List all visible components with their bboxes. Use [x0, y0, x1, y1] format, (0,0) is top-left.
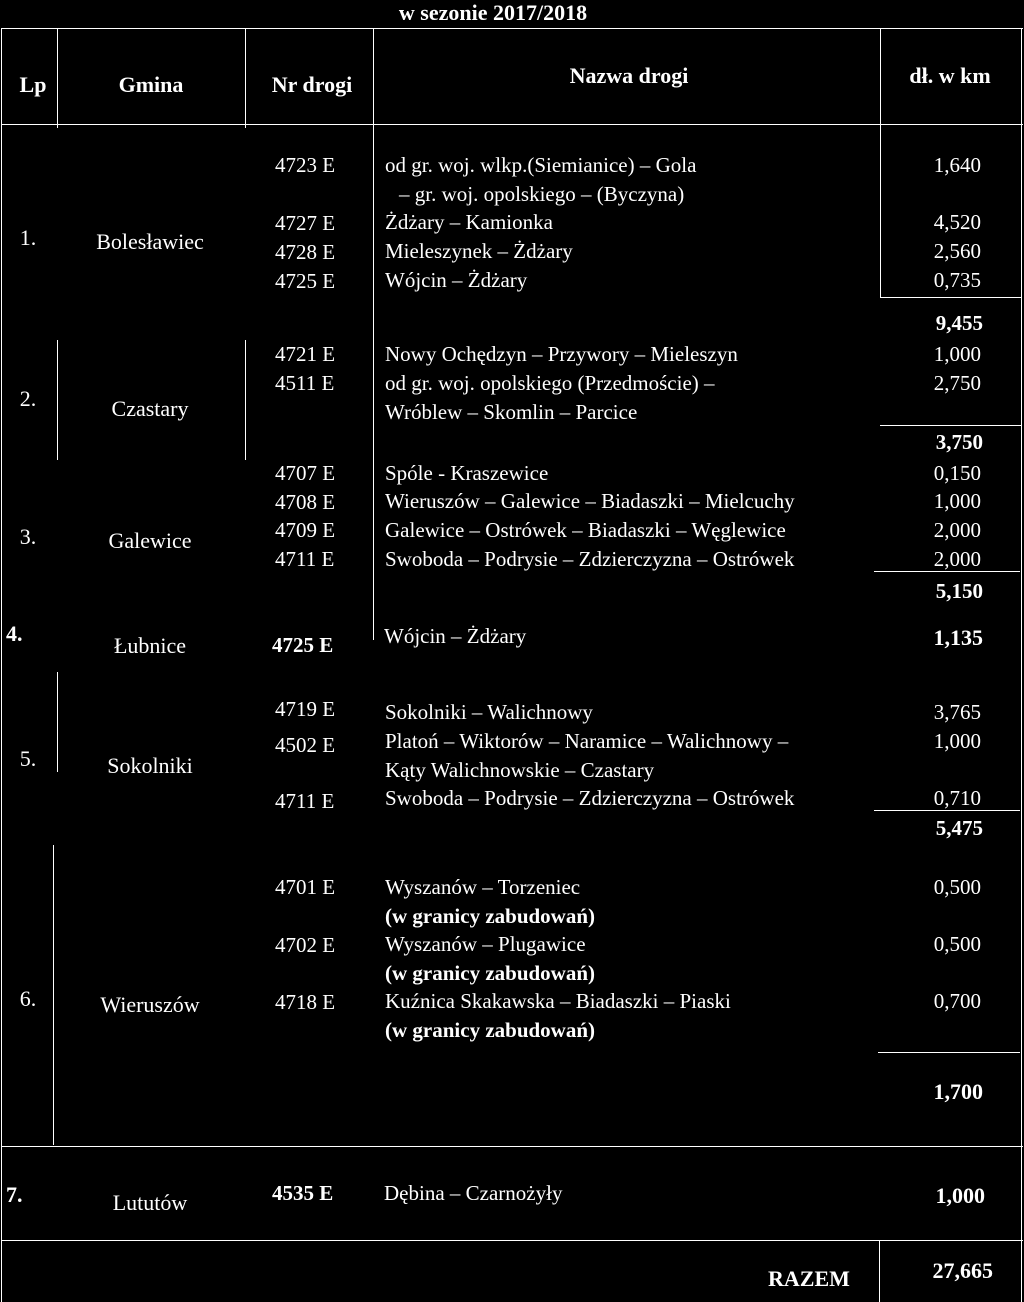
road-length: 0,500 [933, 932, 981, 956]
road-length: 2,560 [933, 239, 981, 263]
road-length: 1,000 [933, 729, 981, 753]
road-name: Wieruszów – Galewice – Biadaszki – Mielcuchy [385, 489, 795, 513]
rule-col [57, 28, 58, 128]
group-gmina: Galewice [108, 528, 192, 553]
road-name: Wyszanów – Plugawice [385, 932, 586, 956]
road-name: Wójcin – Żdżary [385, 268, 528, 292]
group-gmina: Łubnice [113, 633, 187, 658]
group-subtotal: 1,700 [933, 1079, 983, 1104]
road-name-cont: Wróblew – Skomlin – Parcice [385, 400, 638, 424]
road-number: 4727 E [275, 211, 336, 235]
header-nazwa-drogi: Nazwa drogi [569, 63, 689, 88]
rule-before-last [1, 1146, 1023, 1147]
header-dl-km: dł. w km [909, 63, 991, 88]
rule-left [1, 28, 2, 1302]
road-length: 2,000 [933, 547, 981, 571]
road-length: 0,710 [933, 786, 981, 810]
group-lp: 6. [19, 986, 37, 1011]
group-gmina: Bolesławiec [96, 229, 204, 254]
road-number: 4502 E [275, 733, 336, 757]
rule-col [880, 28, 881, 298]
group-gmina: Sokolniki [107, 753, 193, 778]
rule-top [1, 28, 1023, 29]
road-name: od gr. woj. wlkp.(Siemianice) – Gola [385, 153, 697, 177]
road-name: Dębina – Czarnożyły [384, 1181, 563, 1205]
rule-col [879, 1241, 880, 1302]
road-length: 0,500 [933, 875, 981, 899]
road-number: 4725 E [272, 633, 334, 657]
header-gmina: Gmina [118, 72, 184, 97]
road-number: 4718 E [275, 990, 336, 1014]
road-name-cont: Kąty Walichnowskie – Czastary [385, 758, 655, 782]
road-number: 4708 E [275, 490, 336, 514]
road-number: 4709 E [275, 518, 336, 542]
road-number: 4711 E [275, 547, 335, 571]
group-subtotal: 9,455 [935, 311, 983, 335]
road-name-note: (w granicy zabudowań) [385, 1018, 596, 1042]
road-number: 4719 E [275, 697, 336, 721]
group-subtotal: 3,750 [935, 430, 983, 454]
road-name-note: (w granicy zabudowań) [385, 961, 596, 985]
group-subtotal: 5,475 [935, 816, 983, 840]
total-value: 27,665 [932, 1258, 993, 1283]
total-label: RAZEM [768, 1266, 850, 1291]
road-name: Sokolniki – Walichnowy [385, 700, 593, 724]
group-lp: 4. [6, 621, 23, 646]
rule-col [53, 845, 54, 1145]
road-name: Żdżary – Kamionka [385, 210, 553, 234]
rule-right [1021, 28, 1022, 1302]
header-nr-drogi: Nr drogi [271, 72, 353, 97]
table-title: w sezonie 2017/2018 [398, 0, 588, 25]
road-number: 4728 E [275, 240, 336, 264]
road-length: 2,000 [933, 518, 981, 542]
road-length: 0,150 [933, 461, 981, 485]
road-length: 0,700 [933, 989, 981, 1013]
road-length: 3,765 [933, 700, 981, 724]
rule-col [373, 28, 374, 640]
group-lp: 5. [19, 746, 37, 771]
road-name: Wójcin – Żdżary [384, 624, 527, 648]
road-name: od gr. woj. opolskiego (Przedmoście) – [385, 371, 715, 395]
road-name-note: (w granicy zabudowań) [385, 904, 596, 928]
header-lp: Lp [19, 72, 47, 97]
road-name: Nowy Ochędzyn – Przywory – Mieleszyn [385, 342, 738, 366]
road-number: 4707 E [275, 461, 336, 485]
road-length: 1,640 [933, 153, 981, 177]
road-number: 4702 E [275, 933, 336, 957]
road-name: Platoń – Wiktorów – Naramice – Walichnowy – [385, 729, 789, 753]
group-lp: 1. [19, 225, 37, 250]
road-length: 4,520 [933, 210, 981, 234]
road-number: 4535 E [272, 1181, 334, 1205]
group-gmina: Czastary [111, 396, 189, 421]
rule-header-bottom [1, 124, 1023, 125]
group-subtotal: 5,150 [935, 579, 983, 603]
group-lp: 3. [19, 524, 37, 549]
group-gmina: Lututów [112, 1190, 188, 1215]
road-length: 1,000 [933, 342, 981, 366]
road-name: Galewice – Ostrówek – Biadaszki – Węglewice [385, 518, 786, 542]
group-lp: 7. [6, 1182, 23, 1207]
road-name-cont: – gr. woj. opolskiego – (Byczyna) [399, 182, 685, 206]
group-subtotal: 1,135 [933, 625, 983, 650]
rule-col [245, 340, 246, 460]
rule-col [57, 340, 58, 460]
subtotal-underline [874, 810, 1020, 811]
road-length: 1,000 [933, 489, 981, 513]
road-name: Mieleszynek – Żdżary [385, 239, 573, 263]
road-number: 4723 E [275, 153, 336, 177]
road-name: Swoboda – Podrysie – Zdzierczyzna – Ostrówek [385, 786, 795, 810]
road-number: 4725 E [275, 269, 336, 293]
group-subtotal: 1,000 [935, 1183, 985, 1208]
rule-before-total [1, 1240, 1023, 1241]
road-name: Wyszanów – Torzeniec [385, 875, 581, 899]
road-name: Kuźnica Skakawska – Biadaszki – Piaski [385, 989, 731, 1013]
rule-col [57, 672, 58, 772]
subtotal-underline [878, 1052, 1020, 1053]
rule-subtotal [880, 425, 1022, 426]
road-length: 0,735 [933, 268, 981, 292]
group-gmina: Wieruszów [100, 992, 200, 1017]
rule-subtotal [880, 297, 1022, 298]
road-number: 4701 E [275, 875, 336, 899]
subtotal-underline [874, 571, 1020, 572]
road-name: Spóle - Kraszewice [385, 461, 549, 485]
road-number: 4711 E [275, 789, 335, 813]
road-number: 4511 E [275, 371, 335, 395]
rule-col [245, 28, 246, 128]
road-number: 4721 E [275, 342, 336, 366]
road-length: 2,750 [933, 371, 981, 395]
road-name: Swoboda – Podrysie – Zdzierczyzna – Ostrówek [385, 547, 795, 571]
group-lp: 2. [19, 386, 37, 411]
